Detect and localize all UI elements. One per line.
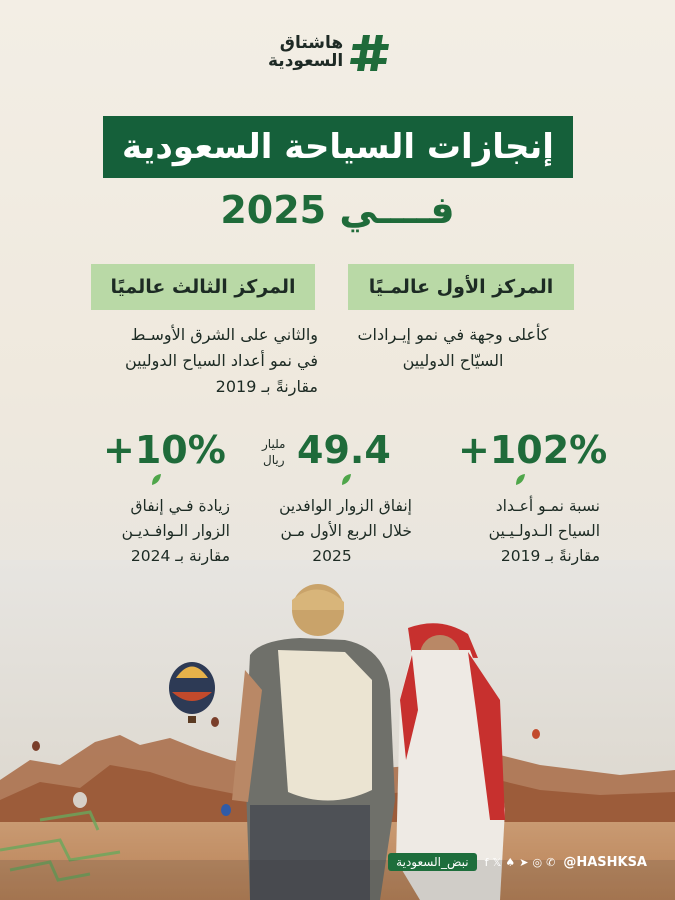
stat-desc-line: نسبة نمـو أعـداد: [495, 497, 600, 515]
leaf-icon: [340, 473, 352, 487]
stat-desc-line: إنفاق الزوار الوافدين: [279, 497, 412, 515]
page-title: إنجازات السياحة السعودية: [103, 116, 573, 178]
social-handle[interactable]: @HASHKSA: [563, 854, 647, 870]
stat-desc-line: خلال الربع الأول مـن: [280, 522, 412, 540]
facebook-icon[interactable]: f: [484, 855, 489, 869]
rank-third-description: [80, 322, 318, 400]
stat-spending-unit: [262, 436, 285, 468]
rank-first-description: [340, 322, 566, 374]
leaf-icon: [514, 473, 526, 487]
unit-line: مليار: [262, 437, 286, 451]
footer-bar: [388, 851, 647, 873]
stat-spending-value: 49.4: [297, 428, 391, 472]
desert-scene-image: [0, 560, 675, 900]
x-icon[interactable]: 𝕏: [492, 855, 502, 869]
hashtag-badge[interactable]: نبض_السعودية: [388, 853, 476, 871]
stat-tourist-growth-value: +102%: [458, 428, 608, 472]
rank-third-desc-line: في نمو أعداد السياح الدوليين: [124, 351, 318, 370]
whatsapp-icon[interactable]: ✆: [546, 855, 556, 869]
leaf-icon: [150, 473, 162, 487]
telegram-icon[interactable]: ➤: [519, 855, 529, 869]
stat-spending-description: [252, 494, 412, 569]
logo-text: [268, 35, 343, 71]
snapchat-icon[interactable]: ♠: [505, 855, 516, 869]
rank-third-desc-line: مقارنةً بـ 2019: [215, 377, 318, 396]
hash-logo-icon: [349, 31, 393, 75]
stat-tourist-growth-description: [440, 494, 600, 569]
unit-line: ريال: [262, 453, 285, 467]
stat-desc-line: 2025: [312, 547, 352, 565]
stat-desc-line: مقارنةً بـ 2019: [500, 547, 600, 565]
rank-third-desc-line: والثاني على الشرق الأوسـط: [130, 325, 318, 344]
logo-line-2: السعودية: [268, 51, 344, 71]
rank-badge-third: المركز الثالث عالميًا: [91, 264, 315, 310]
stat-desc-line: السياح الـدولـيـين: [488, 522, 600, 540]
rank-first-desc-line: السيّاح الدوليين: [402, 351, 504, 370]
brand-logo: [268, 30, 408, 76]
rank-badge-first: المركز الأول عالمـيًا: [348, 264, 574, 310]
social-icons: [485, 856, 556, 869]
stat-desc-line: الزوار الـوافـديـن: [121, 522, 230, 540]
instagram-icon[interactable]: ◎: [532, 855, 543, 869]
stat-desc-line: مقارنة بـ 2024: [130, 547, 230, 565]
rank-first-desc-line: كأعلى وجهة في نمو إيـرادات: [357, 325, 549, 344]
page-subtitle: فــــي 2025: [220, 188, 455, 232]
logo-line-1: هاشتاق: [279, 33, 344, 54]
stat-spending-increase-value: +10%: [103, 428, 226, 472]
stat-spending-increase-description: [70, 494, 230, 569]
stat-desc-line: زيادة فـي إنفاق: [130, 497, 230, 515]
